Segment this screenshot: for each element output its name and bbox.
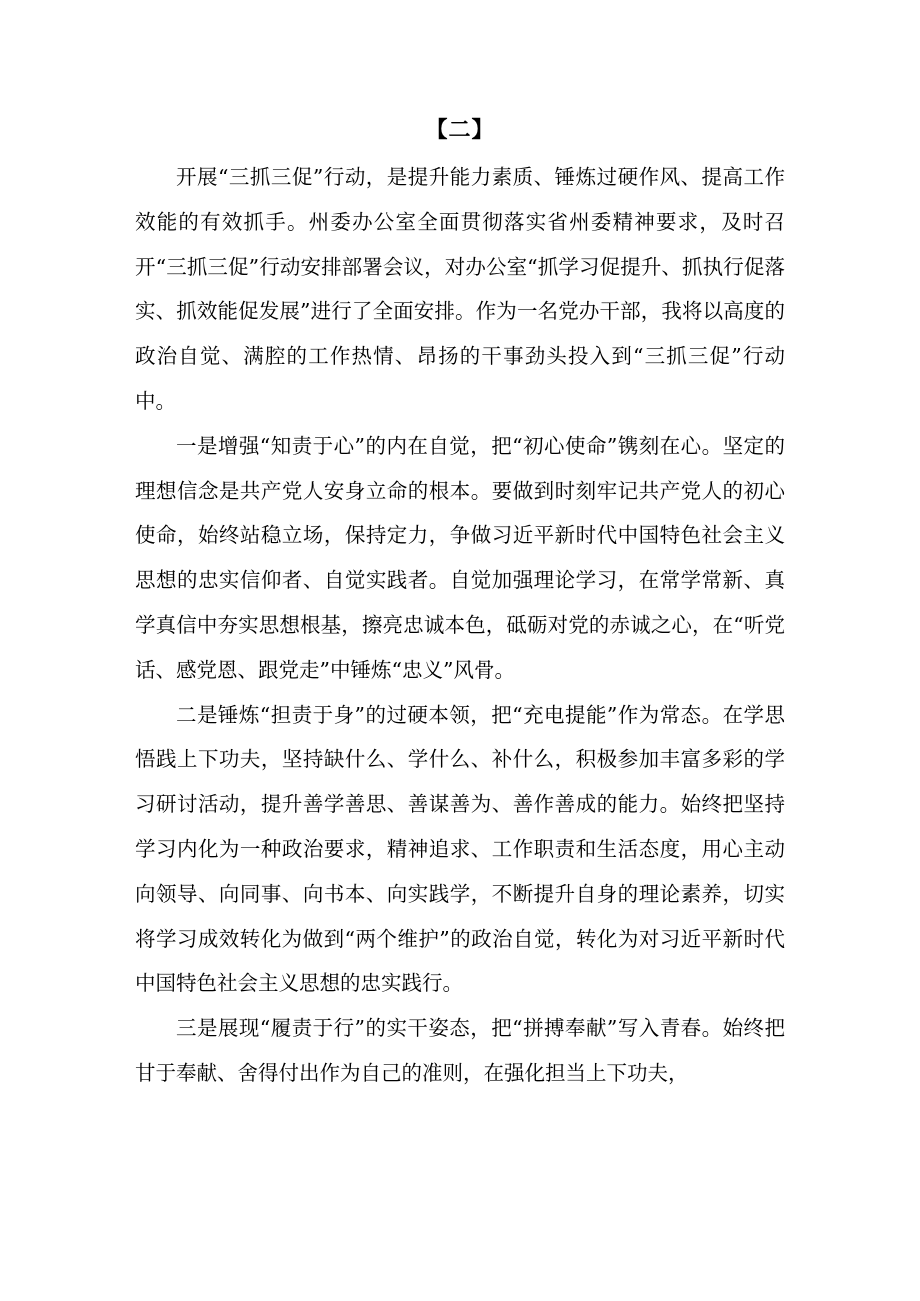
paragraph-point-one: 一是增强“知责于心”的内在自觉，把“初心使命”镌刻在心。坚定的理想信念是共产党人安身立命的根本。要做到时刻牢记共产党人的初心使命，始终站稳立场，保持定力，争做习近平新时代中国特色社会主义思想的忠实信仰者、自觉实践者。自觉加强理论学习，在常学常新、真学真信中夯实思想根基，擦亮忠诚本色，砥砺对党的赤诚之心，在“听党话、感党恩、跟党走”中锤炼“忠义”风骨。 bbox=[135, 433, 785, 682]
document-title: 【二】 bbox=[425, 117, 495, 143]
paragraph-point-two: 二是锤炼“担责于身”的过硬本领，把“充电提能”作为常态。在学思悟践上下功夫，坚持缺什么、学什么、补什么，积极参加丰富多彩的学习研讨活动，提升善学善思、善谋善为、善作善成的能力。始终把坚持学习内化为一种政治要求，精神追求、工作职责和生活态度，用心主动向领导、向同事、向书本、向实践学，不断提升自身的理论素养，切实将学习成效转化为做到“两个维护”的政治自觉，转化为对习近平新时代中国特色社会主义思想的忠实践行。 bbox=[135, 702, 785, 996]
paragraph-point-three: 三是展现“履责于行”的实干姿态，把“拼搏奉献”写入青春。始终把甘于奉献、舍得付出作为自己的准则，在强化担当上下功夫， bbox=[135, 1016, 785, 1085]
document-body bbox=[135, 155, 785, 1096]
paragraph-intro: 开展“三抓三促”行动，是提升能力素质、锤炼过硬作风、提高工作效能的有效抓手。州委办公室全面贯彻落实省州委精神要求，及时召开“三抓三促”行动安排部署会议，对办公室“抓学习促提升、抓执行促落实、抓效能促发展”进行了全面安排。作为一名党办干部，我将以高度的政治自觉、满腔的工作热情、昂扬的干事劲头投入到“三抓三促”行动中。 bbox=[135, 165, 785, 413]
